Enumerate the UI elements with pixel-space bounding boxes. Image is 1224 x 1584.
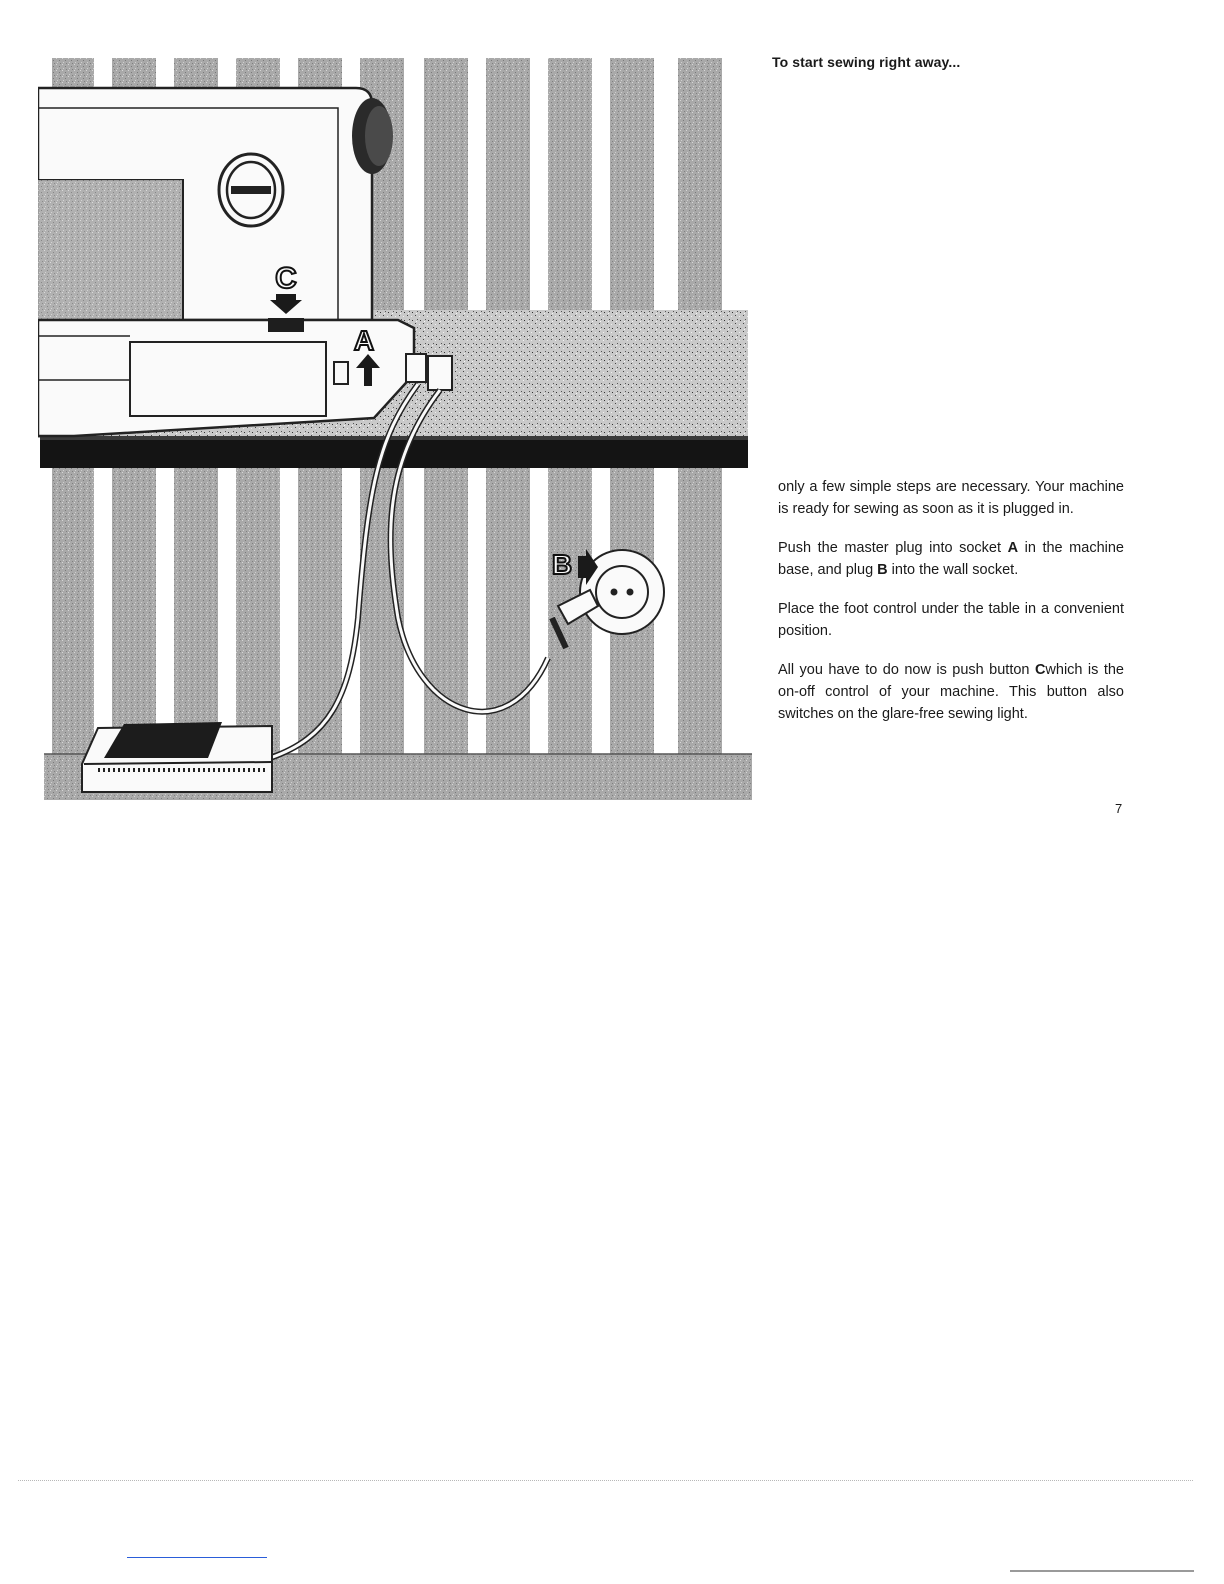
scan-dash bbox=[1010, 1570, 1194, 1572]
foot-control bbox=[82, 722, 272, 792]
table-edge bbox=[40, 436, 748, 468]
sewing-machine-setup-illustration bbox=[38, 58, 752, 800]
instructions bbox=[778, 476, 1124, 742]
text-fragment: in the machine base, and plug bbox=[778, 540, 1124, 578]
text-fragment: into the wall socket. bbox=[887, 562, 1019, 578]
text-fragment: which is the on-off control of your machine. This button also switches on the glare-free sewing light. bbox=[778, 662, 1124, 722]
paragraph-plug-in bbox=[778, 537, 1124, 581]
paragraph-power-button bbox=[778, 659, 1124, 725]
scan-rule bbox=[18, 1480, 1193, 1481]
socket-a-reference: A bbox=[1007, 540, 1019, 556]
page-heading: To start sewing right away... bbox=[772, 54, 961, 70]
plug-b-reference: B bbox=[877, 562, 888, 578]
label-a: A bbox=[353, 325, 375, 356]
page-number: 7 bbox=[1115, 801, 1123, 816]
button-c-reference: C bbox=[1034, 662, 1046, 678]
label-b: B bbox=[551, 549, 573, 580]
sewing-machine bbox=[38, 88, 414, 436]
text-fragment: All you have to do now is push button bbox=[778, 662, 1035, 678]
paragraph-foot-control: Place the foot control under the table in a convenient position. bbox=[778, 601, 1124, 639]
scan-link-underline bbox=[127, 1557, 267, 1558]
label-c: C bbox=[275, 262, 297, 295]
paragraph-intro: only a few simple steps are necessary. Your machine is ready for sewing as soon as it is plugged in. bbox=[778, 479, 1124, 517]
text-fragment: Push the master plug into socket bbox=[778, 540, 1008, 556]
